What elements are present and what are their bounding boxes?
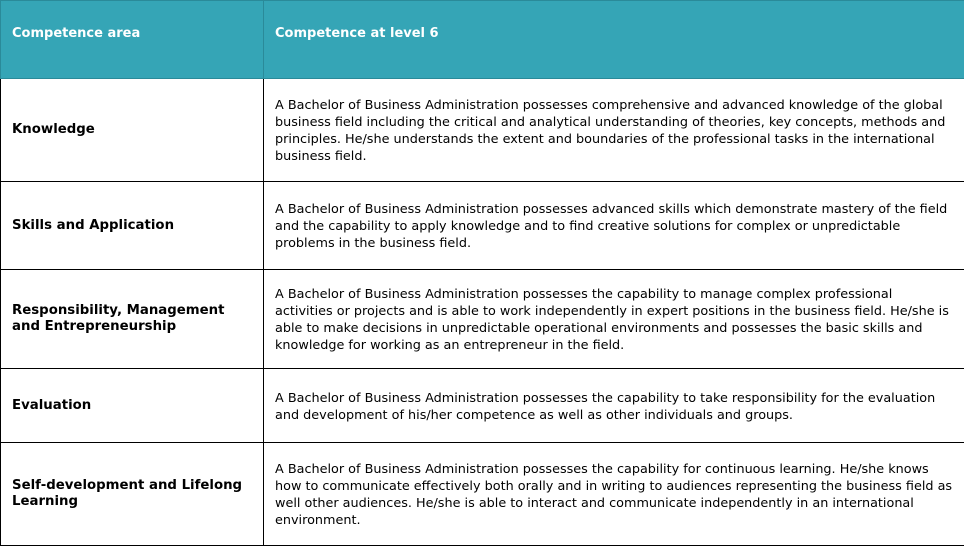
table-row [1,369,964,443]
table-row [1,443,964,546]
competence-area-cell: Skills and Application [1,182,264,270]
table-row [1,79,964,182]
competence-area-cell: Self-development and Lifelong Learning [1,443,264,546]
table-header [1,1,964,79]
header-row [1,1,964,79]
competence-area-cell: Evaluation [1,369,264,443]
competence-description-cell: A Bachelor of Business Administration possesses advanced skills which demonstrate mastery of the field and the capability to apply knowledge and to find creative solutions for complex or unpredictable problems in the business field. [264,182,964,270]
header-competence-level: Competence at level 6 [264,1,964,79]
competence-description-cell: A Bachelor of Business Administration possesses comprehensive and advanced knowledge of the global business field including the critical and analytical understanding of theories, key concepts, methods and principles. He/she understands the extent and boundaries of the professional tasks in the international business field. [264,79,964,182]
competence-description-cell: A Bachelor of Business Administration possesses the capability to manage complex professional activities or projects and is able to work independently in expert positions in the business field. He/she is able to make decisions in unpredictable operational environments and possesses the basic skills and knowledge for working as an entrepreneur in the field. [264,270,964,369]
table-row [1,270,964,369]
competence-area-cell: Knowledge [1,79,264,182]
competence-description-cell: A Bachelor of Business Administration possesses the capability for continuous learning. He/she knows how to communicate effectively both orally and in writing to audiences representing the business field as well other audiences. He/she is able to interact and communicate independently in an international environment. [264,443,964,546]
competence-description-cell: A Bachelor of Business Administration possesses the capability to take responsibility for the evaluation and development of his/her competence as well as other individuals and groups. [264,369,964,443]
header-competence-area: Competence area [1,1,264,79]
competence-area-cell: Responsibility, Management and Entrepreneurship [1,270,264,369]
table-row [1,182,964,270]
table-body [1,79,964,546]
